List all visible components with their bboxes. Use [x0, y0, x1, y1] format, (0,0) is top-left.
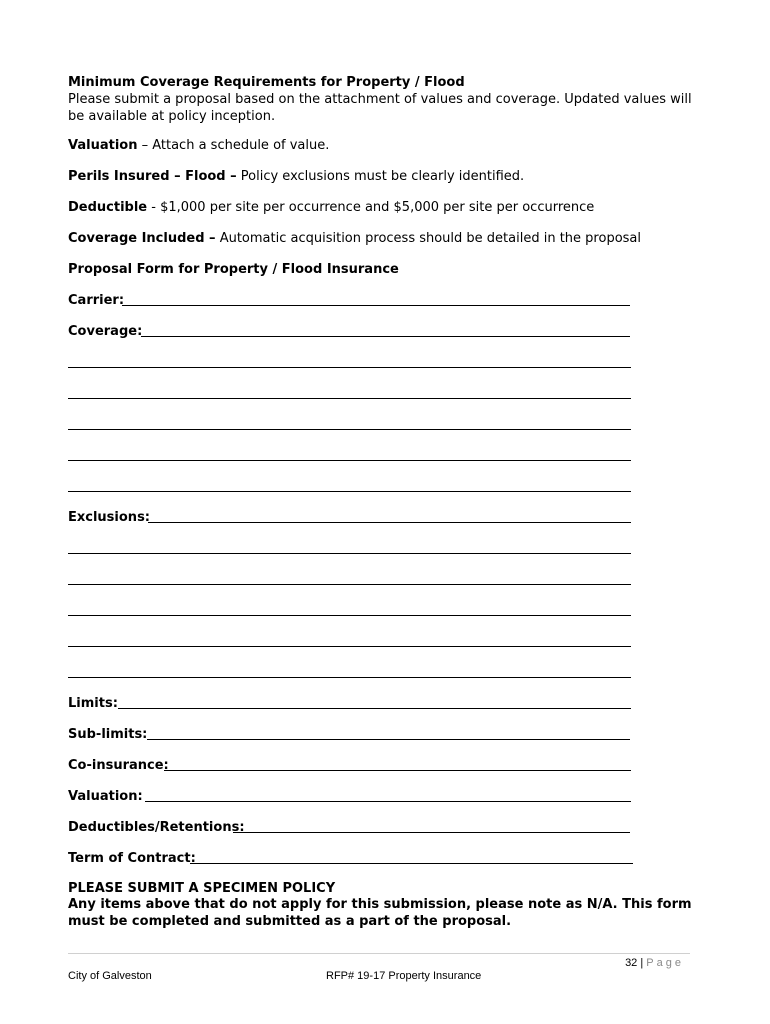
- sublimits-field[interactable]: [147, 739, 630, 740]
- exclusions-line-2[interactable]: [68, 553, 631, 554]
- coinsurance-label: Co-insurance:: [68, 758, 169, 773]
- term-label: Term of Contract:: [68, 851, 196, 866]
- page-word: Page: [646, 957, 684, 969]
- deductibles-field[interactable]: [233, 832, 630, 833]
- coverage-field[interactable]: [141, 336, 630, 337]
- closing-paragraph: Any items above that do not apply for this submission, please note as N/A. This form must be completed and submitted as a part of the proposal.: [68, 897, 692, 929]
- coverage-line-4[interactable]: [68, 429, 631, 430]
- coverage-line-2[interactable]: [68, 367, 631, 368]
- page-number: 32: [625, 957, 638, 969]
- carrier-label: Carrier:: [68, 293, 125, 308]
- coinsurance-field[interactable]: [164, 770, 631, 771]
- coverage-line-6[interactable]: [68, 491, 631, 492]
- specimen-policy-heading: PLEASE SUBMIT A SPECIMEN POLICY: [68, 881, 336, 896]
- exclusions-line-6[interactable]: [68, 677, 631, 678]
- page-separator: |: [640, 957, 644, 969]
- deductibles-label: Deductibles/Retentions:: [68, 820, 245, 835]
- limits-field[interactable]: [118, 708, 631, 709]
- page-number-block: [625, 956, 684, 970]
- intro-paragraph: Please submit a proposal based on the attachment of values and coverage. Updated values will be available at policy inception.: [68, 92, 692, 124]
- item-label: Deductible: [68, 200, 148, 215]
- exclusions-field[interactable]: [148, 522, 631, 523]
- term-field[interactable]: [190, 863, 633, 864]
- exclusions-label: Exclusions:: [68, 510, 150, 525]
- sublimits-label: Sub-limits:: [68, 727, 148, 742]
- exclusions-line-4[interactable]: [68, 615, 631, 616]
- item-valuation: [68, 137, 329, 154]
- exclusions-line-3[interactable]: [68, 584, 631, 585]
- item-label: Valuation: [68, 138, 138, 153]
- form-title: Proposal Form for Property / Flood Insurance: [68, 262, 399, 277]
- coverage-label: Coverage:: [68, 324, 143, 339]
- item-text: - $1,000 per site per occurrence and $5,000 per site per occurrence: [147, 200, 595, 215]
- valuation-field[interactable]: [145, 801, 631, 802]
- exclusions-line-5[interactable]: [68, 646, 631, 647]
- section-heading: Minimum Coverage Requirements for Property / Flood: [68, 75, 465, 90]
- carrier-field[interactable]: [122, 305, 630, 306]
- item-text: Automatic acquisition process should be detailed in the proposal: [215, 231, 641, 246]
- footer-organization: City of Galveston: [68, 970, 152, 982]
- coverage-line-5[interactable]: [68, 460, 631, 461]
- valuation-label: Valuation:: [68, 789, 143, 804]
- limits-label: Limits:: [68, 696, 118, 711]
- item-coverage-included: [68, 230, 641, 247]
- item-label: Perils Insured – Flood –: [68, 169, 237, 184]
- footer-rfp-title: RFP# 19-17 Property Insurance: [326, 970, 482, 982]
- footer-divider: [68, 953, 690, 954]
- item-label: Coverage Included –: [68, 231, 216, 246]
- item-deductible: [68, 199, 594, 216]
- item-perils: [68, 168, 524, 185]
- coverage-line-3[interactable]: [68, 398, 631, 399]
- item-text: – Attach a schedule of value.: [137, 138, 330, 153]
- item-text: Policy exclusions must be clearly identified.: [236, 169, 525, 184]
